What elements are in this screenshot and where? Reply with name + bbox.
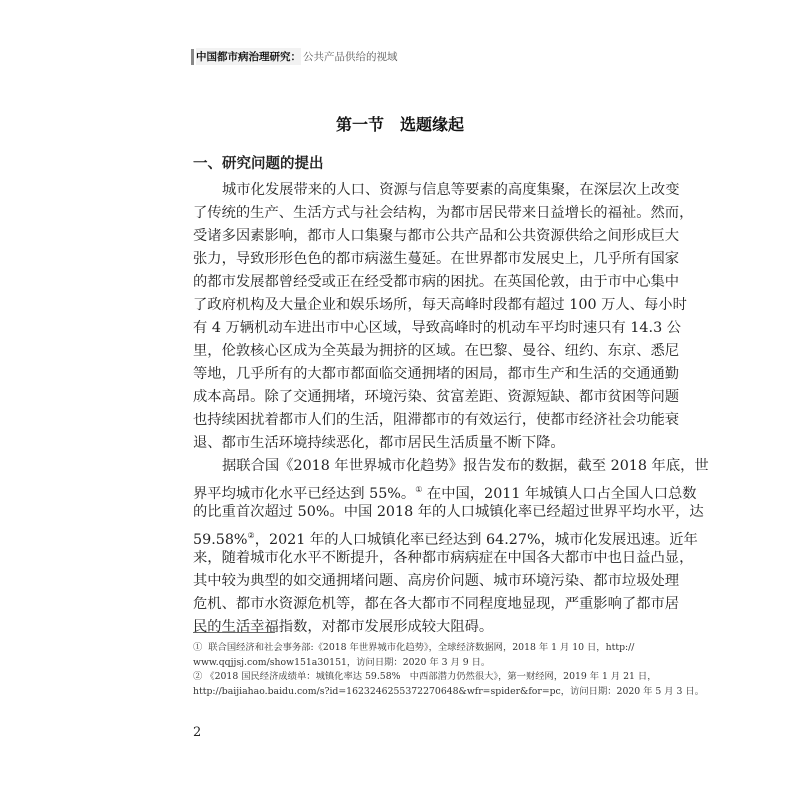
section-title: 第一节 选题缘起 (335, 115, 464, 134)
text-line: 成本高昂。除了交通拥堵，环境污染、贫富差距、资源短缺、都市贫困等问题 (193, 389, 680, 405)
text-fragment: 59.58% (193, 532, 248, 548)
text-line: 张力，导致形形色色的都市病滋生蔓延。在世界都市发展史上，几乎所有国家 (193, 251, 680, 267)
footnote-mark: ① (193, 642, 203, 653)
text-line: 也持续困扰着都市人们的生活，阻滞都市的有效运行，使都市经济社会功能衰 (193, 412, 680, 428)
text-line: 了传统的生产、生活方式与社会结构，为都市居民带来日益增长的福祉。然而， (193, 205, 694, 221)
footnote-line (193, 641, 635, 656)
footnotes (193, 641, 705, 699)
book-title: 中国都市病治理研究： (196, 48, 301, 65)
footnote-line: www.qqjjsj.com/show151a30151，访问日期：2020 年 3 月 9 日。 (193, 656, 491, 668)
paragraph-1 (193, 179, 694, 455)
text-line (193, 478, 697, 502)
text-line: 了政府机构及大量企业和娱乐场所，每天高峰时段都有超过 100 万人、每小时 (193, 297, 687, 313)
text-line: 有 4 万辆机动车进出市中心区域，导致高峰时的机动车平均时速只有 14.3 公 (193, 320, 682, 336)
text-line: 里，伦敦核心区成为全英最为拥挤的区域。在巴黎、曼谷、纽约、东京、悉尼 (193, 343, 680, 359)
text-line: 危机、都市水资源危机等，都在各大都市不同程度地显现，严重影响了都市居 (193, 596, 680, 612)
footnote-text: 《2018 国民经济成绩单：城镇化率达 59.58% 中西部潜力仍然很大》，第一财经网，2019 年 1 月 21 日， (205, 671, 657, 682)
subheading: 一、研究问题的提出 (193, 155, 324, 172)
text-line: 的比重首次超过 50%。中国 2018 年的人口城镇化率已经超过世界平均水平，达 (193, 504, 704, 520)
footnote-ref-2[interactable]: ② (247, 531, 255, 540)
text-fragment: ，2021 年的人口城镇化率已经达到 64.27%，城市化发展迅速。近年 (254, 532, 698, 548)
text-line: 的都市发展都曾经受或正在经受都市病的困扰。在英国伦敦，由于市中心集中 (193, 274, 680, 290)
text-fragment: 在中国，2011 年城镇人口占全国人口总数 (426, 486, 697, 502)
text-line: 受诸多因素影响，都市人口集聚与都市公共产品和公共资源供给之间形成巨大 (193, 228, 680, 244)
page-number: 2 (193, 725, 202, 740)
paragraph-2 (193, 455, 709, 639)
text-line: 来，随着城市化水平不断提升，各种都市病病症在中国各大都市中也日益凸显， (193, 550, 694, 566)
text-line: 等地，几乎所有的大都市都面临交通拥堵的困局，都市生产和生活的交通通勤 (193, 366, 680, 382)
footnote-line: http://baijiahao.baidu.com/s?id=1623246255372270648&wfr=spider&for=pc，访问日期：2020 年 5 月 3 日。 (193, 685, 705, 697)
text-line (193, 524, 698, 548)
text-line: 城市化发展带来的人口、资源与信息等要素的高度集聚，在深层次上改变 (222, 182, 680, 198)
book-subtitle: 公共产品供给的视域 (303, 51, 398, 63)
footnote-text: 联合国经济和社会事务部:《2018 年世界城市化趋势》，全球经济数据网，2018 年 1 月 10 日，http:// (208, 642, 635, 653)
footnote-mark: ② (193, 671, 203, 682)
text-line: 民的生活幸福指数，对都市发展形成较大阻碍。 (193, 619, 494, 635)
footnote-ref-1[interactable]: ① (415, 485, 423, 494)
header-marker (191, 49, 194, 65)
footnote-line (193, 670, 657, 685)
text-fragment: 界平均城市化水平已经达到 55%。 (193, 486, 416, 502)
text-line: 退、都市生活环境持续恶化，都市居民生活质量不断下降。 (193, 435, 565, 451)
body-text (193, 179, 709, 639)
footnote-divider (193, 632, 275, 633)
running-header (191, 48, 398, 65)
text-line: 据联合国《2018 年世界城市化趋势》报告发布的数据，截至 2018 年底，世 (222, 458, 709, 474)
text-line: 其中较为典型的如交通拥堵问题、高房价问题、城市环境污染、都市垃圾处理 (193, 573, 680, 589)
